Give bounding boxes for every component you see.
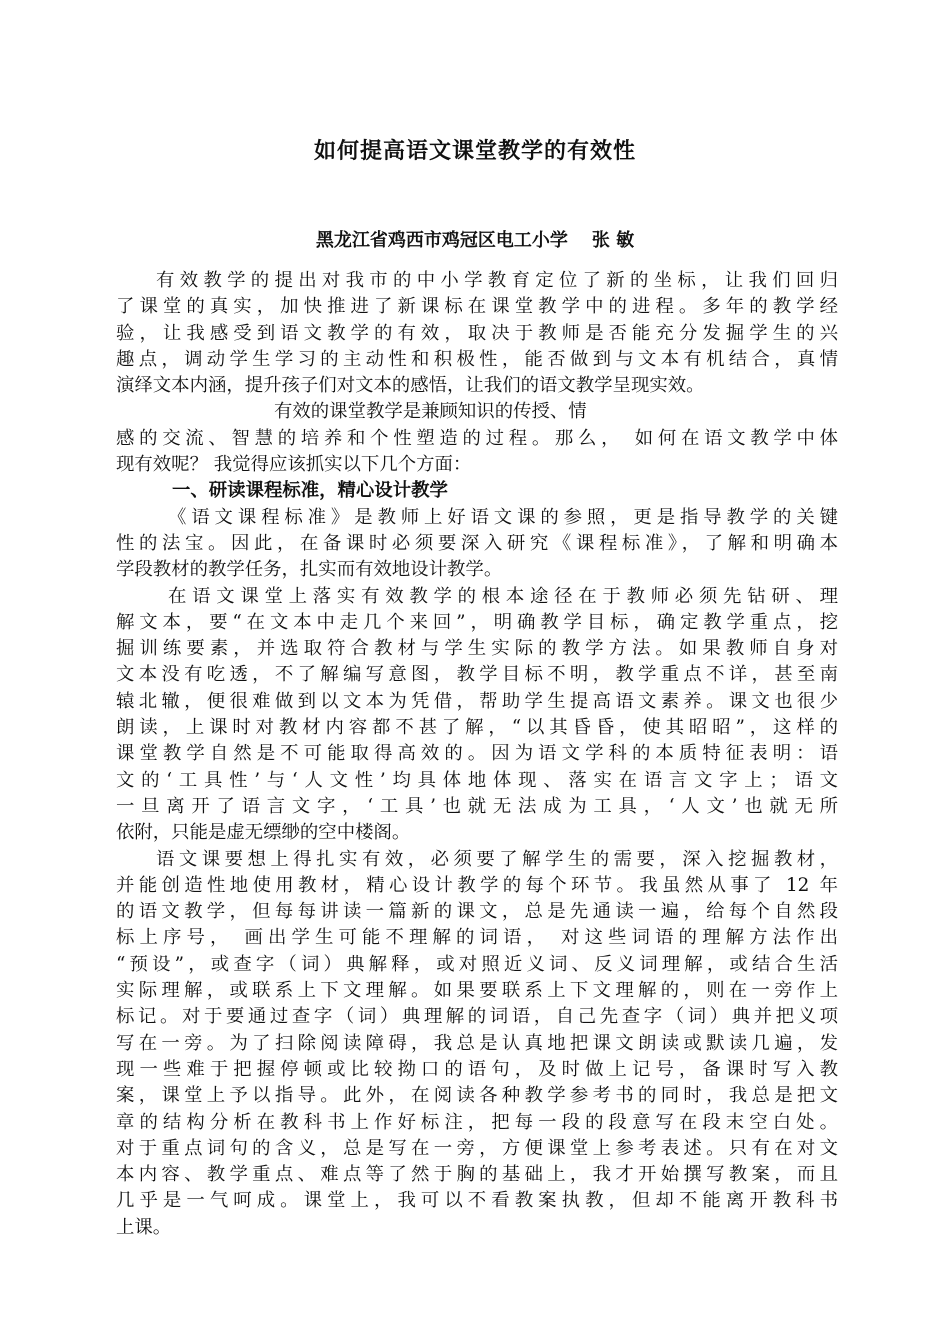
text-line: 依附，只能是虚无缥缈的空中楼阁。 — [116, 822, 411, 844]
text-line: 《语文课程标准》是教师上好语文课的参照，更是指导教学的关键 — [168, 506, 838, 528]
text-line: 标上序号， 画出学生可能不理解的词语， 对这些词语的理解方法作出 — [116, 927, 838, 949]
text-line: 实际理解，或联系上下文理解。如果要联系上下文理解的，则在一旁作上 — [116, 980, 838, 1002]
text-line: 标记。对于要通过查字（词）典理解的词语，自己先查字（词）典并把义项 — [116, 1006, 838, 1028]
article-body — [116, 268, 838, 1241]
text-line: 朗读，上课时对教材内容都不甚了解，“以其昏昏，使其昭昭”，这样的 — [116, 717, 838, 739]
text-line: 性的法宝。因此，在备课时必须要深入研究《课程标准》，了解和明确本 — [116, 532, 838, 554]
text-line: 一旦离开了语言文字，‘工具’也就无法成为工具，‘人文’也就无所 — [116, 795, 838, 817]
text-line: 掘训练要素，并选取符合教材与学生实际的教学方法。如果教师自身对 — [116, 638, 838, 660]
text-line: 章的结构分析在教科书上作好标注，把每一段的段意写在段末空白处。 — [116, 1111, 838, 1133]
text-line: 有效的课堂教学是兼顾知识的传授、情 — [274, 401, 587, 423]
text-line: 本内容、教学重点、难点等了然于胸的基础上，我才开始撰写教案，而且 — [116, 1164, 838, 1186]
text-line: 的语文教学，但每每讲读一篇新的课文，总是先通读一遍，给每个自然段 — [116, 901, 838, 923]
text-line: 辕北辙，便很难做到以文本为凭借，帮助学生提高语文素养。课文也很少 — [116, 690, 838, 712]
text-line: 感的交流、智慧的培养和个性塑造的过程。那么， 如何在语文教学中体 — [116, 427, 838, 449]
byline — [0, 226, 950, 252]
text-line: 验，让我感受到语文教学的有效，取决于教师是否能充分发掘学生的兴 — [116, 322, 838, 344]
text-line: 语文课要想上得扎实有效，必须要了解学生的需要，深入挖掘教材， — [156, 848, 838, 870]
text-line: 解文本，要“在文本中走几个来回”，明确教学目标，确定教学重点，挖 — [116, 611, 838, 633]
byline-author: 张 敏 — [591, 230, 635, 251]
text-line: 学段教材的教学任务，扎实而有效地设计教学。 — [116, 559, 503, 581]
text-line: 并能创造性地使用教材，精心设计教学的每个环节。我虽然从事了 12 年 — [116, 874, 838, 896]
text-line: 现有效呢？ 我觉得应该抓实以下几个方面： — [116, 454, 472, 476]
text-line: 现一些难于把握停顿或比较拗口的语句，及时做上记号，备课时写入教 — [116, 1058, 838, 1080]
text-line: 写在一旁。为了扫除阅读障碍，我总是认真地把课文朗读或默读几遍，发 — [116, 1032, 838, 1054]
text-line: 文的‘工具性’与‘人文性’均具体地体现、落实在语言文字上；语文 — [116, 769, 838, 791]
byline-school: 黑龙江省鸡西市鸡冠区电工小学 — [315, 230, 568, 251]
text-line: 演绎文本内涵，提升孩子们对文本的感悟，让我们的语文教学呈现实效。 — [116, 375, 705, 397]
text-line: 有效教学的提出对我市的中小学教育定位了新的坐标，让我们回归 — [156, 270, 838, 291]
text-line: 几乎是一气呵成。课堂上，我可以不看教案执教，但却不能离开教科书 — [116, 1190, 838, 1212]
text-line: 上课。 — [116, 1216, 172, 1238]
section-heading: 一、研读课程标准，精心设计教学 — [172, 480, 448, 502]
text-line: “预设”，或查字（词）典解释，或对照近义词、反义词理解，或结合生活 — [116, 953, 838, 975]
text-line: 趣点，调动学生学习的主动性和积极性，能否做到与文本有机结合，真情 — [116, 348, 838, 370]
text-line: 案，课堂上予以指导。此外，在阅读各种教学参考书的同时，我总是把文 — [116, 1085, 838, 1107]
text-line: 文本没有吃透，不了解编写意图，教学目标不明，教学重点不详，甚至南 — [116, 664, 838, 686]
text-line: 课堂教学自然是不可能取得高效的。因为语文学科的本质特征表明：语 — [116, 743, 838, 765]
page-title: 如何提高语文课堂教学的有效性 — [313, 138, 636, 164]
text-line: 了课堂的真实，加快推进了新课标在课堂教学中的进程。多年的教学经 — [116, 296, 838, 318]
text-line: 对于重点词句的含义，总是写在一旁，方便课堂上参考表述。只有在对文 — [116, 1137, 838, 1159]
text-line: 在语文课堂上落实有效教学的根本途径在于教师必须先钻研、理 — [168, 585, 838, 607]
